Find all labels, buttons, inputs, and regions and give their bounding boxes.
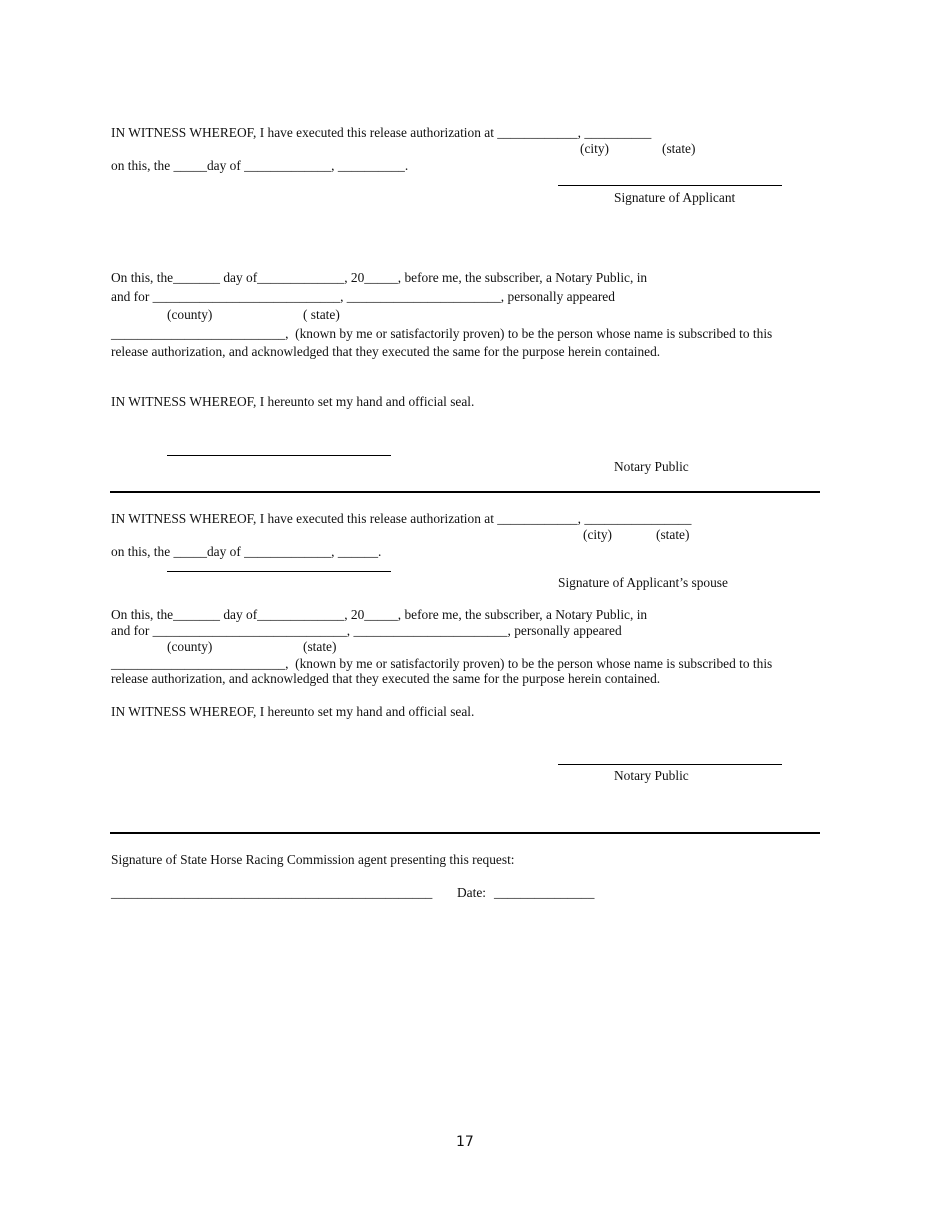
agent-signature-label: Signature of State Horse Racing Commission agent presenting this request: (111, 852, 515, 867)
notary2-signature-line (558, 764, 782, 765)
applicant-state-label: (state) (662, 141, 696, 156)
spouse-signature-label: Signature of Applicant’s spouse (558, 575, 728, 590)
applicant-signature-label: Signature of Applicant (614, 190, 736, 205)
spouse-date-line: on this, the _____day of _____________, ______. (111, 544, 382, 559)
notary2-line2: and for _____________________________, _______________________, personally appeared (111, 623, 622, 638)
notary2-line4: release authorization, and acknowledged that they executed the same for the purpose herein contained. (111, 671, 661, 686)
notary1-line4: release authorization, and acknowledged that they executed the same for the purpose herein contained. (111, 344, 661, 359)
applicant-signature-line (558, 185, 782, 186)
agent-signature-blank: ________________________________________________ (111, 885, 433, 900)
notary2-seal-line: IN WITNESS WHEREOF, I hereunto set my hand and official seal. (111, 704, 475, 719)
page-number: 17 (456, 1134, 474, 1150)
notary2-line1: On this, the_______ day of_____________, 20_____, before me, the subscriber, a Notary Public, in (111, 607, 648, 622)
spouse-city-label: (city) (583, 527, 612, 542)
spouse-state-label: (state) (656, 527, 690, 542)
notary1-seal-line: IN WITNESS WHEREOF, I hereunto set my hand and official seal. (111, 394, 475, 409)
notary1-signature-line (167, 455, 391, 456)
notary1-label: Notary Public (614, 459, 689, 474)
notary2-county-label: (county) (167, 639, 213, 654)
applicant-city-label: (city) (580, 141, 609, 156)
applicant-date-line: on this, the _____day of _____________, __________. (111, 158, 409, 173)
notary2-line3: __________________________, (known by me or satisfactorily proven) to be the person whose name is subscribed to this (111, 656, 773, 671)
agent-date-blank: _______________ (494, 885, 595, 900)
notary1-line2: and for ____________________________, _______________________, personally appeared (111, 289, 615, 304)
notary1-county-label: (county) (167, 307, 213, 322)
agent-date-label: Date: (457, 885, 486, 900)
notary2-state-label: (state) (303, 639, 337, 654)
spouse-witness-line: IN WITNESS WHEREOF, I have executed this release authorization at ____________, ________________ (111, 511, 692, 526)
applicant-witness-line: IN WITNESS WHEREOF, I have executed this release authorization at ____________, __________ (111, 125, 652, 140)
section-divider-2 (110, 832, 820, 834)
notary1-line3: __________________________, (known by me or satisfactorily proven) to be the person whose name is subscribed to this (111, 326, 773, 341)
section-divider-1 (110, 491, 820, 493)
notary1-state-label: ( state) (303, 307, 340, 322)
spouse-signature-line (167, 571, 391, 572)
notary2-label: Notary Public (614, 768, 689, 783)
notary1-line1: On this, the_______ day of_____________, 20_____, before me, the subscriber, a Notary Public, in (111, 270, 648, 285)
